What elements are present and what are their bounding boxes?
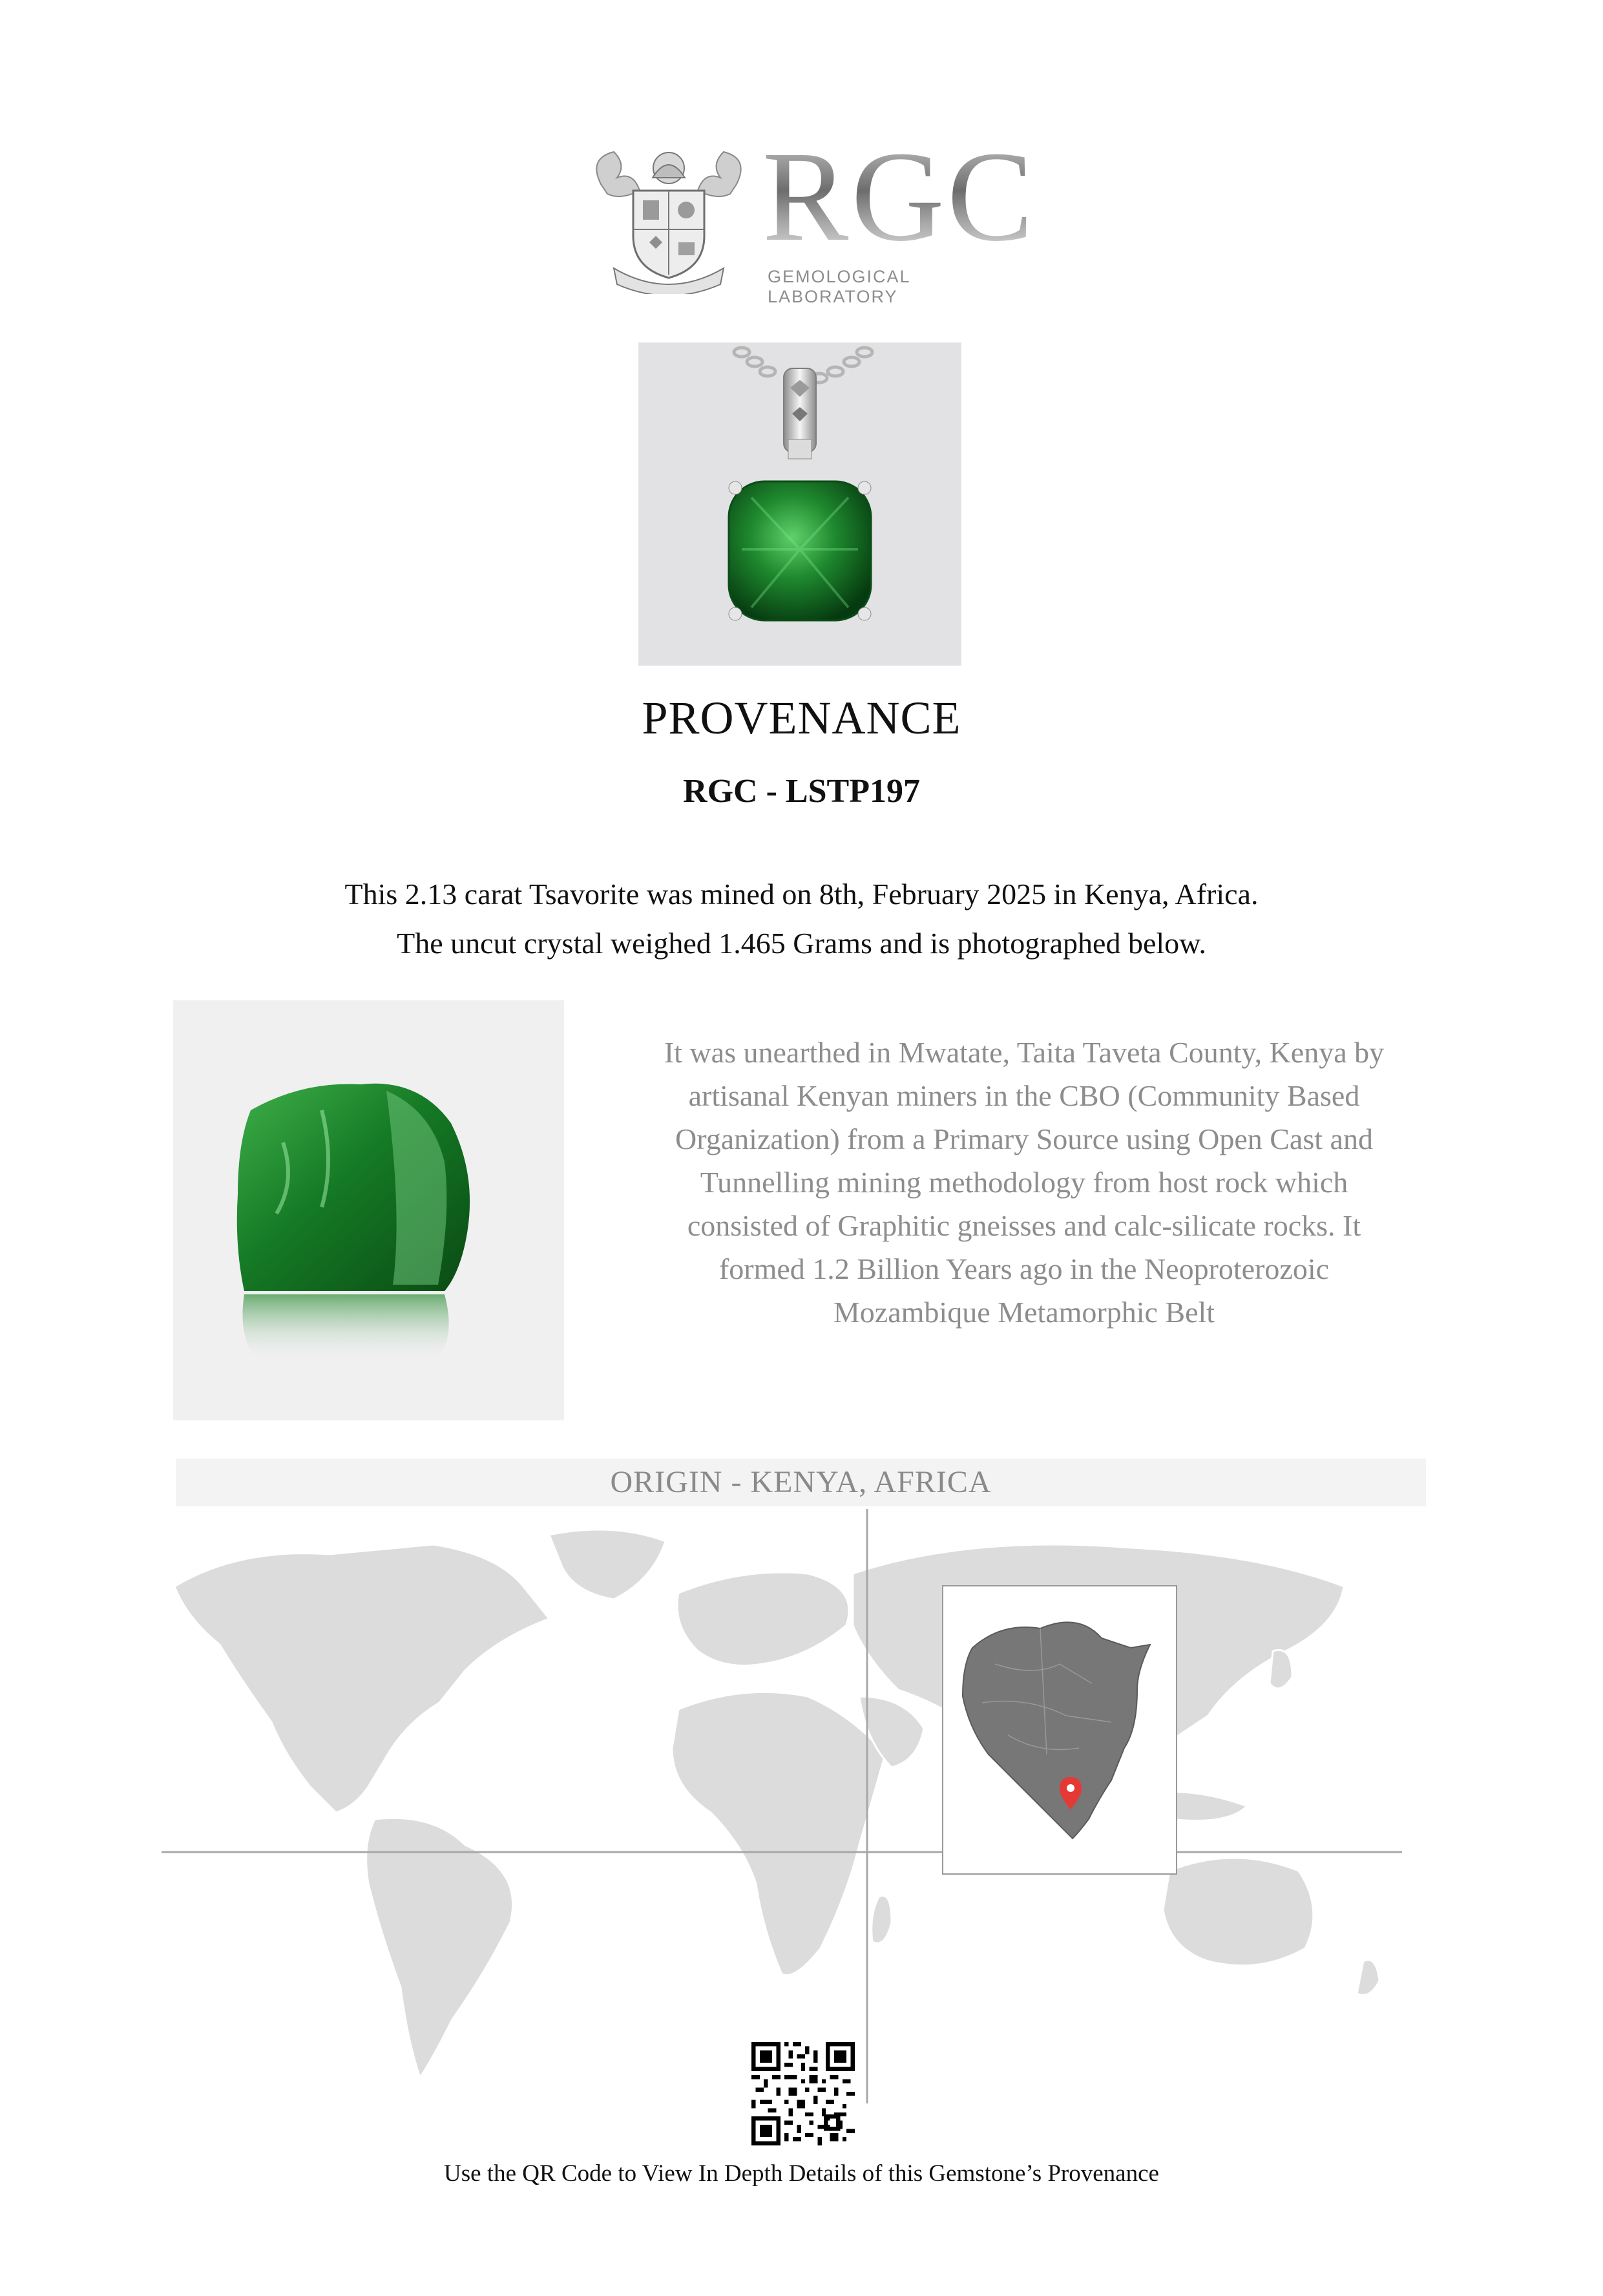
logo-subtitle: GEMOLOGICAL LABORATORY: [768, 267, 910, 306]
rough-crystal-photo: [173, 1000, 564, 1420]
logo-wordmark: RGC: [762, 125, 1036, 268]
kenya-inset-map: [942, 1585, 1177, 1875]
provenance-qr-code[interactable]: [751, 2042, 855, 2145]
mining-description: It was unearthed in Mwatate, Taita Taveta County, Kenya by artisanal Kenyan miners in the CBO (Community Based Organization) from a Primary Source using Open Cast and Tunnelling mining methodology from host rock which consisted of Graphitic gneisses and calc-silicate rocks. It formed 1.2 Billion Years ago in the Neoproterozoic Mozambique Metamorphic Belt: [664, 1036, 1385, 1329]
intro-line-1: This 2.13 carat Tsavorite was mined on 8th, February 2025 in Kenya, Africa.: [344, 878, 1259, 911]
page-title: PROVENANCE: [642, 692, 961, 744]
crest-icon: [588, 139, 749, 294]
intro-line-2: The uncut crystal weighed 1.465 Grams and is photographed below.: [397, 927, 1206, 960]
origin-label: ORIGIN - KENYA, AFRICA: [610, 1465, 992, 1499]
world-map: [162, 1509, 1402, 2103]
reference-number: RGC - LSTP197: [683, 773, 920, 810]
pendant-photo: [638, 342, 961, 666]
lab-logo: [588, 125, 1036, 306]
qr-caption: Use the QR Code to View In Depth Details of this Gemstone’s Provenance: [444, 2160, 1159, 2187]
